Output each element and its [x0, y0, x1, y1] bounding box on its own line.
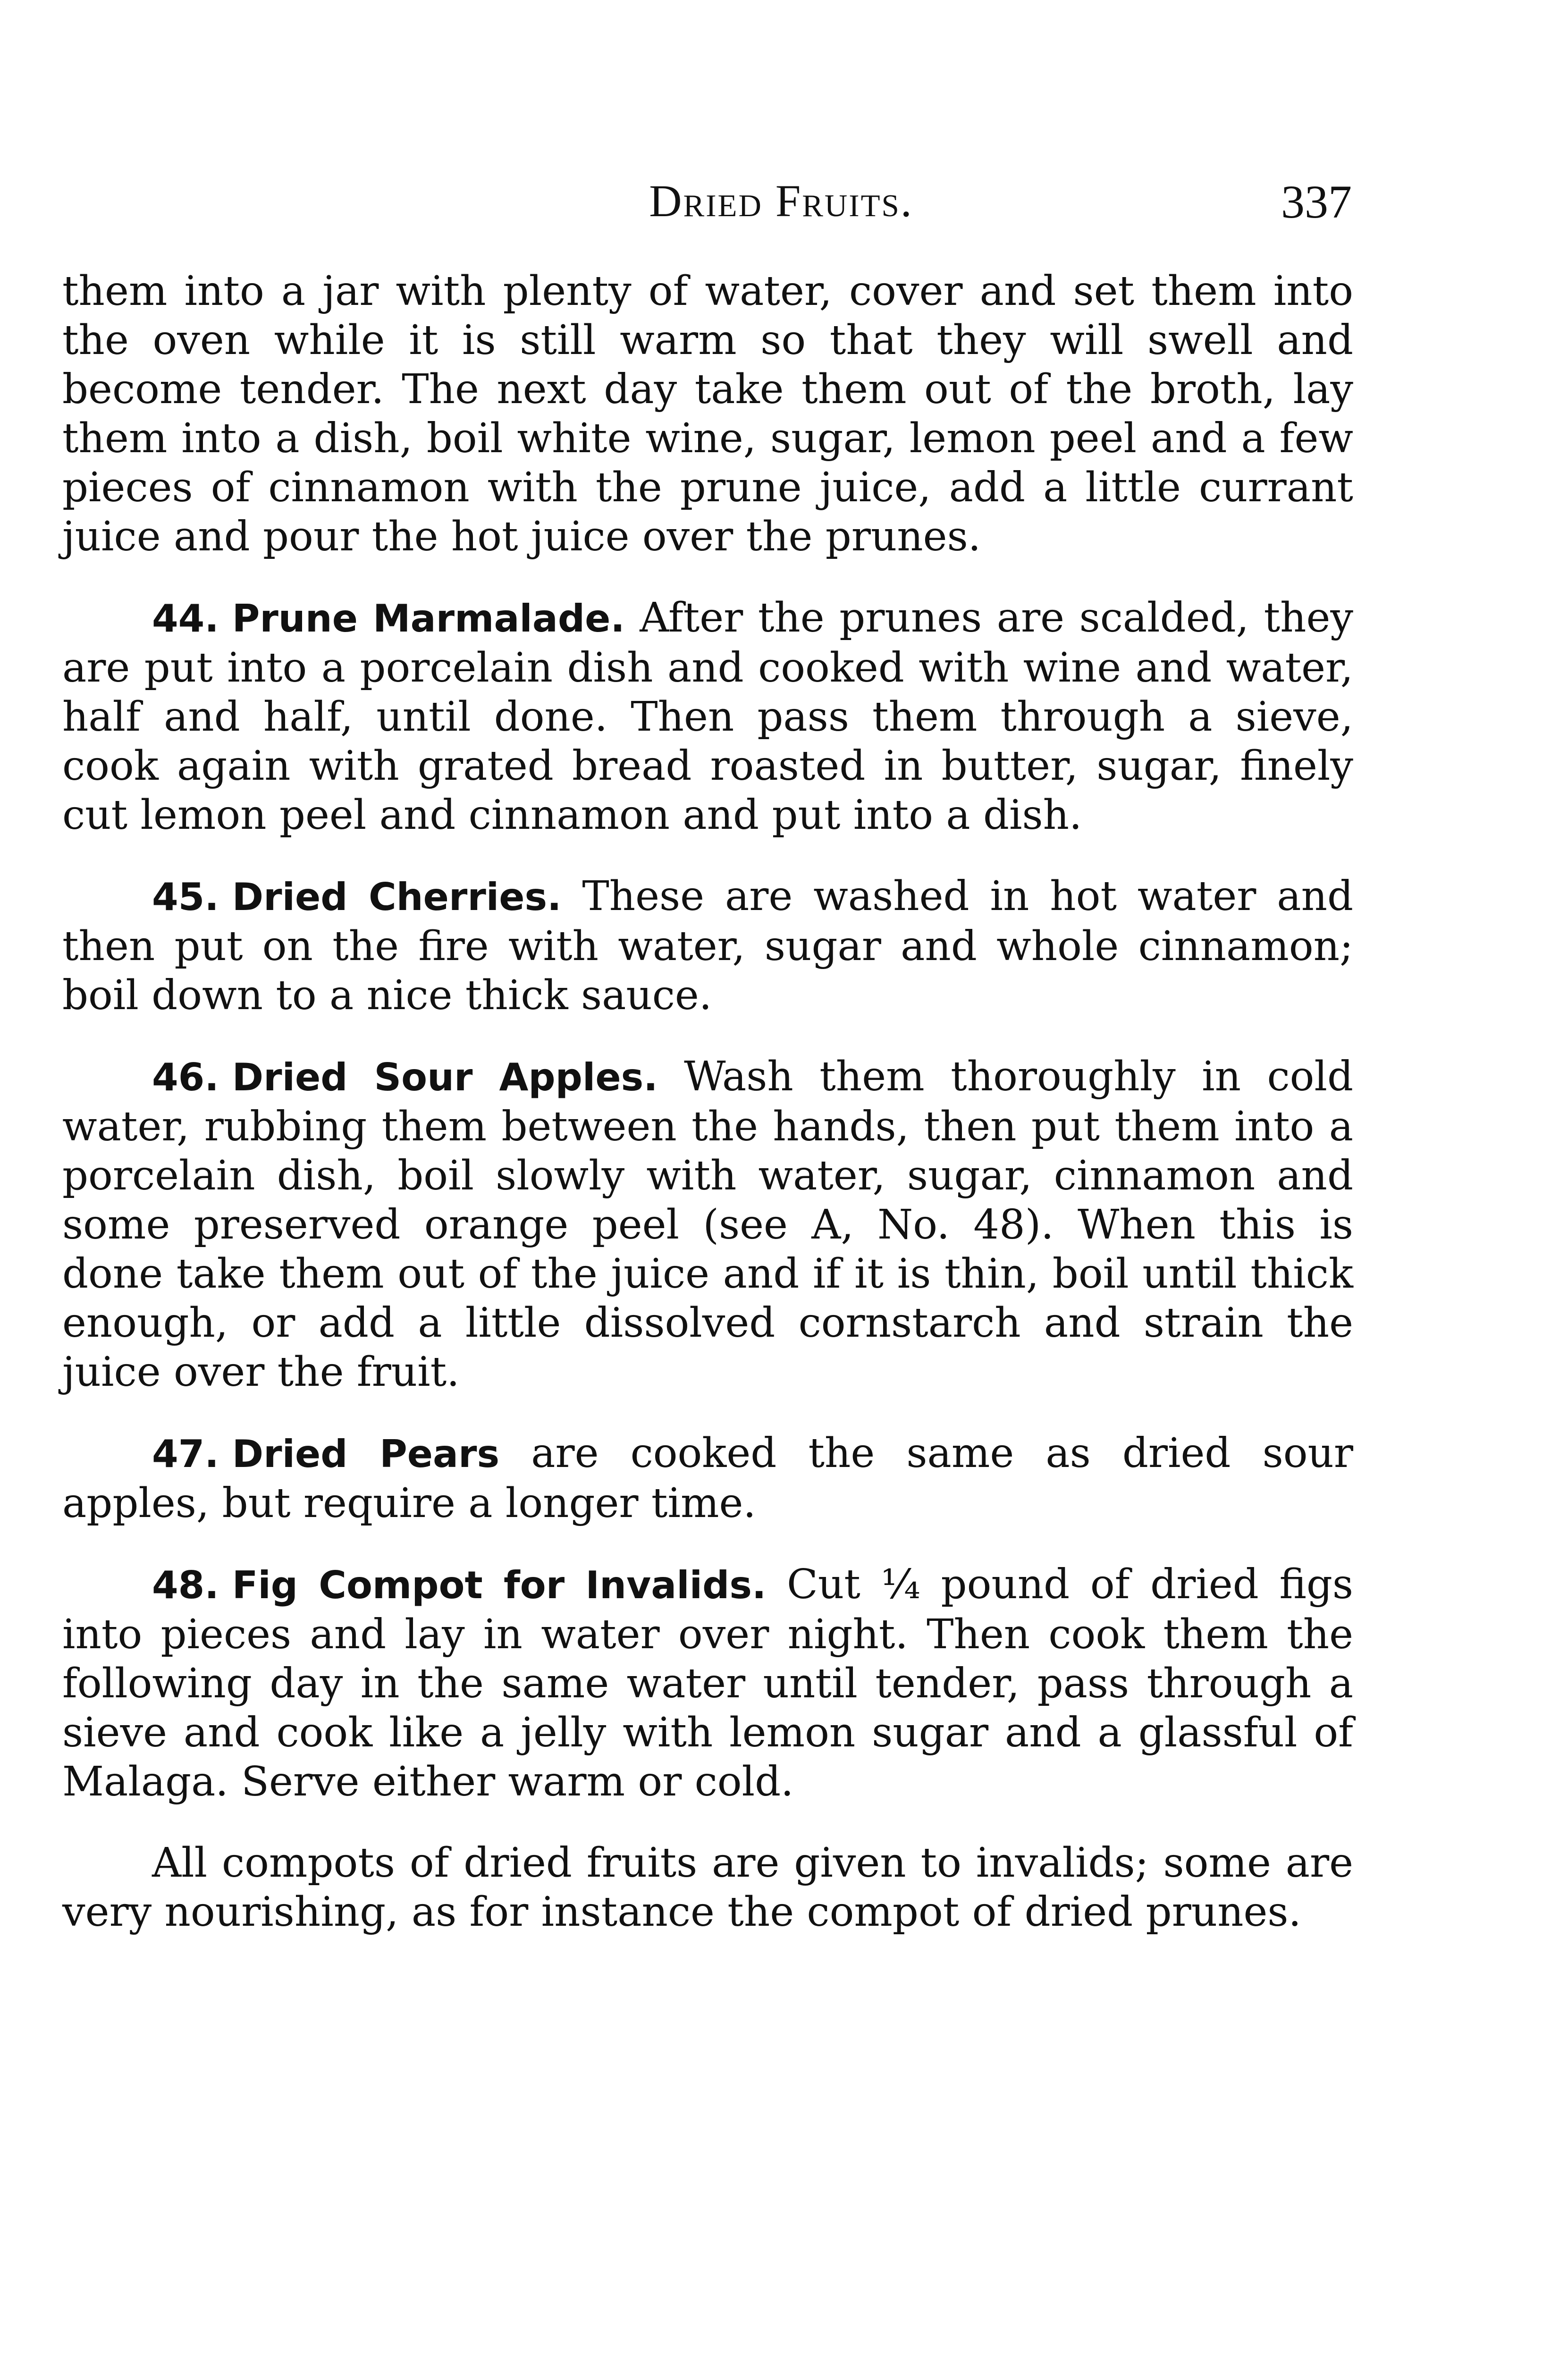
- recipe-text: Wash them thoroughly in cold water, rubbing them between the hands, then put them into a porcelain dish, boil slowly with water, sugar, cinnamon and some preserved orange peel (see A, No. 48). When this is done take them out of the juice and if it is thin, boil until thick enough, or add a little dissolved cornstarch and strain the juice over the fruit.: [62, 1053, 1354, 1396]
- recipe-text: are cooked the same as dried sour apples, but require a longer time.: [62, 1430, 1353, 1527]
- recipe-number: 45.: [152, 875, 219, 919]
- recipe-46: [62, 1052, 1353, 1397]
- recipe-text: Cut ¼ pound of dried figs into pieces and lay in water over night. Then cook them the following day in the same water until tender, pass through a sieve and cook like a jelly with lemon sugar and a glassful of Malaga. Serve either warm or cold.: [62, 1561, 1354, 1805]
- recipe-45: [62, 872, 1353, 1020]
- recipe-44: [62, 593, 1353, 840]
- recipe-title: Prune Marmalade.: [232, 597, 625, 641]
- recipe-text: After the prunes are scalded, they are put into a porcelain dish and cooked with wine and water, half and half, until done. Then pass them through a sieve, cook again with grated bread roasted in butter, sugar, finely cut lemon peel and cinnamon and put into a dish.: [62, 594, 1353, 839]
- continued-paragraph: them into a jar with plenty of water, cover and set them into the oven while it is still warm so that they will swell and become tender. The next day take them out of the broth, lay them into a dish, boil white wine, sugar, lemon peel and a few pieces of cinnamon with the prune juice, add a little currant juice and pour the hot juice over the prunes.: [62, 268, 1353, 560]
- recipe-title: Dried Cherries.: [232, 875, 562, 919]
- recipe-text: These are washed in hot water and then put on the fire with water, sugar and whole cinnamon; boil down to a nice thick sauce.: [62, 873, 1354, 1019]
- recipe-number: 47.: [152, 1432, 219, 1476]
- running-head: Dried Fruits.: [649, 176, 913, 226]
- page-body: [62, 267, 1353, 1937]
- recipe-number: 46.: [152, 1055, 219, 1099]
- page-number: 337: [1281, 176, 1352, 228]
- recipe-number: 48.: [152, 1563, 219, 1607]
- recipe-title: Fig Compot for Invalids.: [232, 1563, 767, 1607]
- recipe-title: Dried Pears: [232, 1432, 500, 1476]
- recipe-title: Dried Sour Apples.: [232, 1055, 658, 1099]
- recipe-number: 44.: [152, 597, 219, 641]
- recipe-47: [62, 1429, 1353, 1528]
- recipe-48: [62, 1560, 1353, 1806]
- closing-paragraph: All compots of dried fruits are given to invalids; some are very nourishing, as for instance the compot of dried prunes.: [62, 1839, 1353, 1936]
